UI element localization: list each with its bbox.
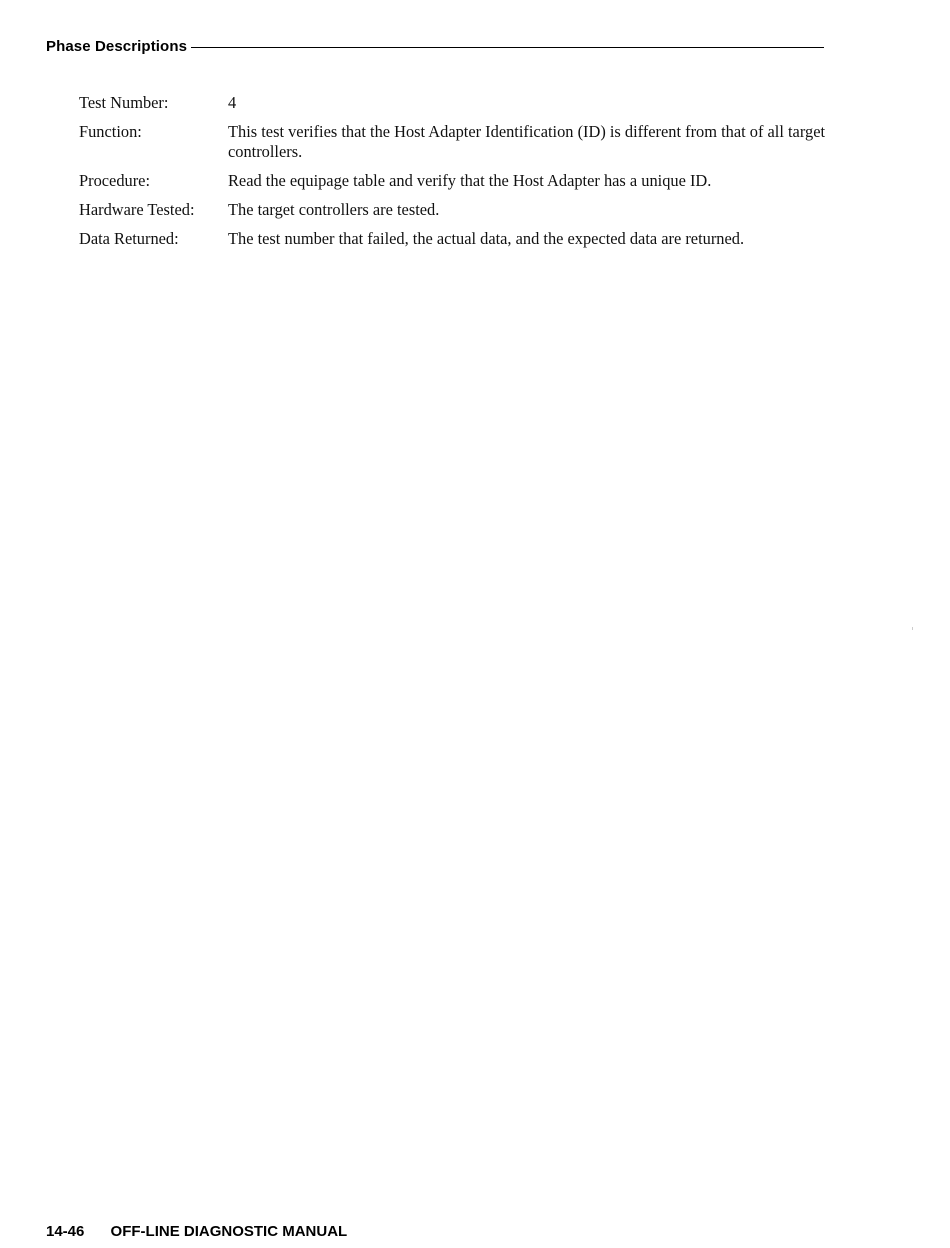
test-description-table	[79, 93, 839, 258]
procedure-label: Procedure:	[79, 171, 150, 190]
function-value: This test verifies that the Host Adapter Identification (ID) is different from that of all target controllers.	[228, 122, 826, 161]
page-header	[46, 38, 824, 55]
hardware-tested-value: The target controllers are tested.	[228, 200, 440, 219]
hardware-tested-label: Hardware Tested:	[79, 200, 195, 219]
data-returned-label: Data Returned:	[79, 229, 179, 248]
section-title: Phase Descriptions	[46, 38, 188, 55]
test-number-value: 4	[228, 93, 237, 112]
function-label: Function:	[79, 122, 142, 141]
test-number-label: Test Number:	[79, 93, 169, 112]
page-footer	[46, 1223, 347, 1240]
manual-title: OFF-LINE DIAGNOSTIC MANUAL	[110, 1223, 348, 1240]
function-row	[79, 122, 839, 162]
header-rule	[191, 47, 824, 48]
procedure-value: Read the equipage table and verify that the Host Adapter has a unique ID.	[228, 171, 712, 190]
procedure-row	[79, 171, 839, 191]
data-returned-value: The test number that failed, the actual data, and the expected data are returned.	[228, 229, 745, 248]
hardware-tested-row	[79, 200, 839, 220]
page-number: 14-46	[46, 1223, 85, 1240]
scan-speck	[912, 627, 913, 630]
data-returned-row	[79, 229, 839, 249]
test-number-row	[79, 93, 839, 113]
